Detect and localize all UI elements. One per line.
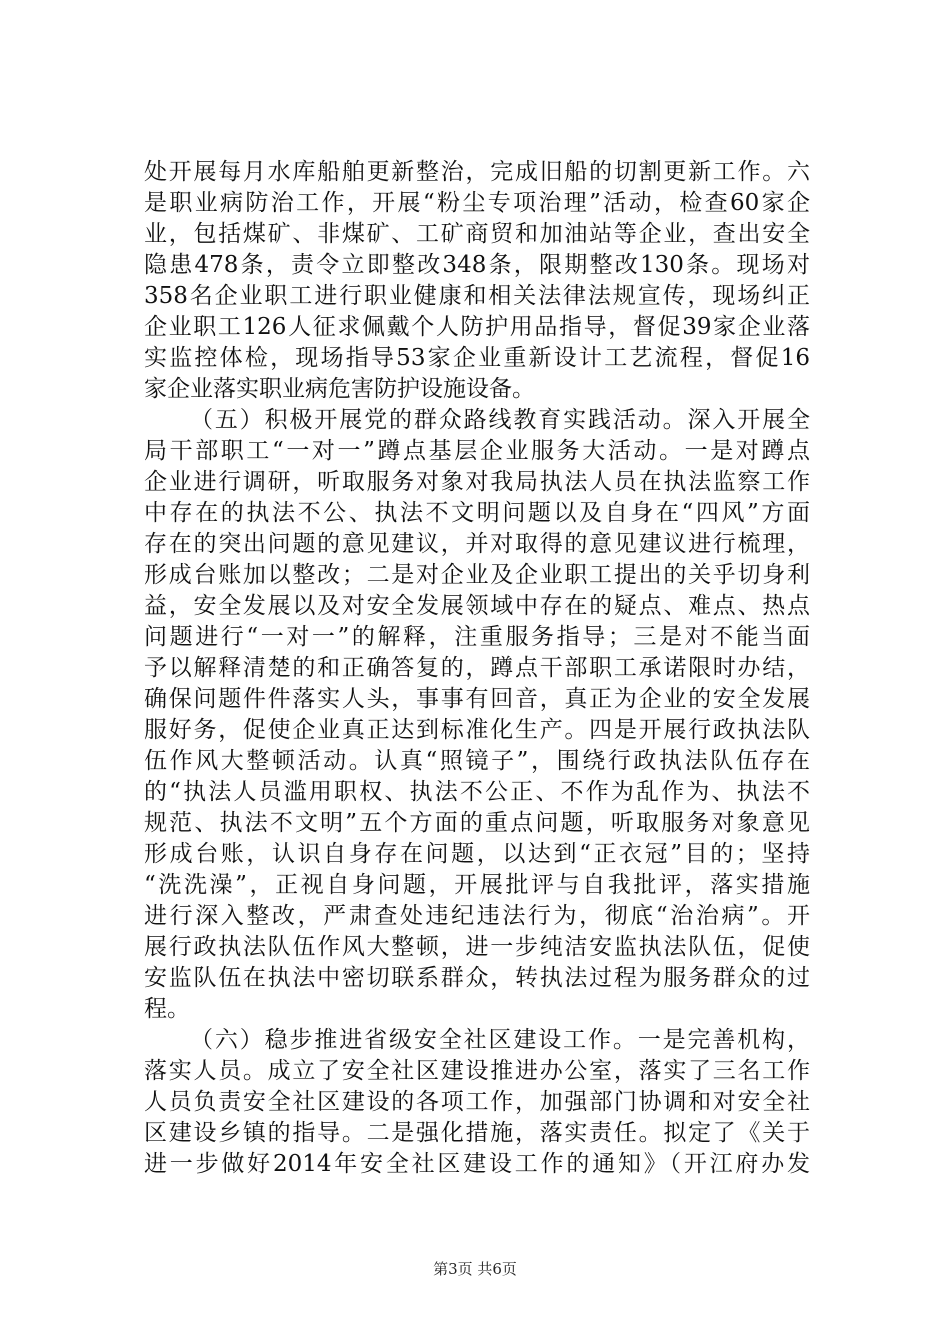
text-line: 安监队伍在执法中密切联系群众，转执法过程为服务群众的过	[144, 965, 810, 991]
text-line: 企业进行调研，听取服务对象对我局执法人员在执法监察工作	[144, 469, 810, 495]
text-line: 人员负责安全社区建设的各项工作，加强部门协调和对安全社	[144, 1089, 810, 1115]
text-line: 程。	[144, 996, 190, 1022]
text-line: 进行深入整改，严肃查处违纪违法行为，彻底“治治病”。开	[144, 903, 810, 929]
text-line: 实监控体检，现场指导53家企业重新设计工艺流程，督促16	[144, 345, 810, 371]
text-line: 形成台账，认识自身存在问题，以达到“正衣冠”目的；坚持	[144, 841, 810, 867]
text-line: 是职业病防治工作，开展“粉尘专项治理”活动，检查60家企	[144, 190, 810, 216]
text-line: 处开展每月水库船舶更新整治，完成旧船的切割更新工作。六	[144, 159, 810, 185]
text-line: 企业职工126人征求佩戴个人防护用品指导，督促39家企业落	[144, 314, 810, 340]
text-line: 358名企业职工进行职业健康和相关法律法规宣传，现场纠正	[144, 283, 810, 309]
text-line: “洗洗澡”，正视自身问题，开展批评与自我批评，落实措施	[144, 872, 810, 898]
document-body	[144, 157, 810, 1180]
text-line: 进一步做好2014年安全社区建设工作的通知》（开江府办发	[144, 1151, 810, 1177]
text-line: 伍作风大整顿活动。认真“照镜子”，围绕行政执法队伍存在	[144, 748, 810, 774]
text-line: 家企业落实职业病危害防护设施设备。	[144, 376, 535, 402]
text-line: 业，包括煤矿、非煤矿、工矿商贸和加油站等企业，查出安全	[144, 221, 810, 247]
text-line: 中存在的执法不公、执法不文明问题以及自身在“四风”方面	[144, 500, 810, 526]
text-line: 确保问题件件落实人头，事事有回音，真正为企业的安全发展	[144, 686, 810, 712]
text-line: 的“执法人员滥用职权、执法不公正、不作为乱作为、执法不	[144, 779, 810, 805]
text-line: 形成台账加以整改；二是对企业及企业职工提出的关乎切身利	[144, 562, 810, 588]
text-line: 隐患478条，责令立即整改348条，限期整改130条。现场对	[144, 252, 810, 278]
text-line: 局干部职工“一对一”蹲点基层企业服务大活动。一是对蹲点	[144, 438, 810, 464]
text-line: 服好务，促使企业真正达到标准化生产。四是开展行政执法队	[144, 717, 810, 743]
text-line: （六）稳步推进省级安全社区建设工作。一是完善机构，	[190, 1027, 810, 1053]
text-line: （五）积极开展党的群众路线教育实践活动。深入开展全	[190, 407, 810, 433]
text-line: 落实人员。成立了安全社区建设推进办公室，落实了三名工作	[144, 1058, 810, 1084]
text-line: 展行政执法队伍作风大整顿，进一步纯洁安监执法队伍，促使	[144, 934, 810, 960]
text-line: 规范、执法不文明”五个方面的重点问题，听取服务对象意见	[144, 810, 810, 836]
text-line: 予以解释清楚的和正确答复的，蹲点干部职工承诺限时办结，	[144, 655, 810, 681]
text-line: 益，安全发展以及对安全发展领域中存在的疑点、难点、热点	[144, 593, 810, 619]
page-footer: 第3页 共6页	[433, 1260, 517, 1278]
text-line: 问题进行“一对一”的解释，注重服务指导；三是对不能当面	[144, 624, 810, 650]
text-line: 区建设乡镇的指导。二是强化措施，落实责任。拟定了《关于	[144, 1120, 810, 1146]
text-line: 存在的突出问题的意见建议，并对取得的意见建议进行梳理，	[144, 531, 810, 557]
